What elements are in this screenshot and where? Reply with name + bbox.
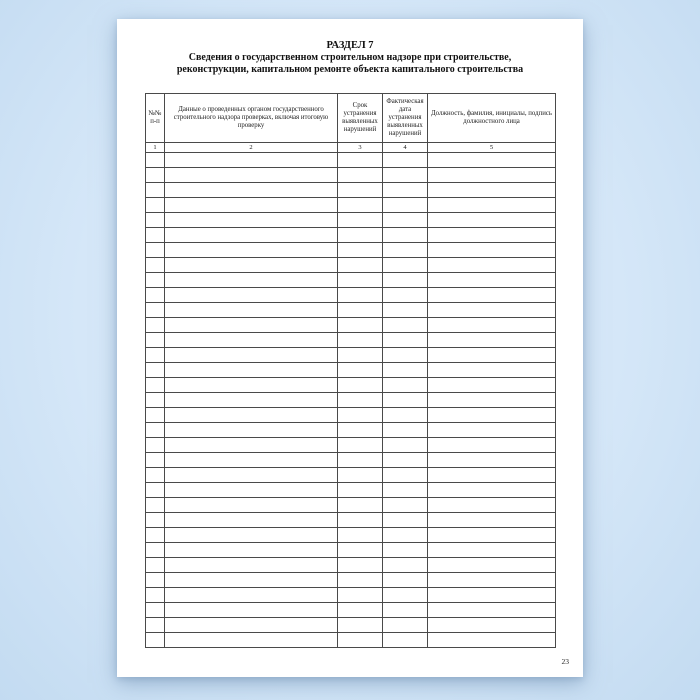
empty-cell: [383, 273, 428, 288]
empty-cell: [338, 168, 383, 183]
empty-cell: [338, 513, 383, 528]
empty-cell: [165, 603, 338, 618]
column-header-5: Должность, фамилия, инициалы, подпись должностного лица: [428, 94, 556, 143]
empty-cell: [146, 423, 165, 438]
empty-row: [146, 633, 556, 648]
empty-cell: [146, 258, 165, 273]
column-number-row: [146, 143, 556, 153]
empty-cell: [383, 153, 428, 168]
empty-cell: [338, 303, 383, 318]
empty-cell: [428, 453, 556, 468]
empty-cell: [165, 288, 338, 303]
empty-cell: [338, 153, 383, 168]
table-header: [146, 94, 556, 153]
empty-row: [146, 558, 556, 573]
empty-cell: [383, 588, 428, 603]
empty-cell: [165, 183, 338, 198]
empty-cell: [428, 468, 556, 483]
empty-cell: [383, 228, 428, 243]
empty-cell: [146, 333, 165, 348]
empty-cell: [383, 468, 428, 483]
empty-cell: [146, 483, 165, 498]
empty-cell: [146, 198, 165, 213]
empty-cell: [383, 243, 428, 258]
empty-cell: [146, 588, 165, 603]
empty-cell: [338, 273, 383, 288]
empty-row: [146, 588, 556, 603]
empty-cell: [146, 453, 165, 468]
empty-cell: [383, 363, 428, 378]
empty-row: [146, 453, 556, 468]
empty-cell: [383, 453, 428, 468]
empty-cell: [428, 273, 556, 288]
empty-cell: [165, 543, 338, 558]
empty-cell: [383, 168, 428, 183]
empty-cell: [428, 213, 556, 228]
empty-cell: [165, 513, 338, 528]
empty-cell: [146, 393, 165, 408]
column-number-5: 5: [428, 143, 556, 153]
empty-row: [146, 183, 556, 198]
empty-row: [146, 528, 556, 543]
empty-cell: [146, 468, 165, 483]
empty-row: [146, 318, 556, 333]
empty-cell: [383, 603, 428, 618]
empty-cell: [383, 258, 428, 273]
empty-cell: [146, 273, 165, 288]
empty-row: [146, 168, 556, 183]
empty-cell: [428, 408, 556, 423]
empty-cell: [165, 618, 338, 633]
empty-row: [146, 408, 556, 423]
empty-cell: [383, 423, 428, 438]
empty-cell: [428, 258, 556, 273]
empty-cell: [428, 153, 556, 168]
empty-cell: [428, 228, 556, 243]
empty-cell: [338, 258, 383, 273]
empty-cell: [428, 573, 556, 588]
empty-cell: [165, 483, 338, 498]
section-subtitle-line-1: Сведения о государственном строительном надзоре при строительстве,: [188, 52, 512, 63]
empty-row: [146, 333, 556, 348]
empty-cell: [428, 513, 556, 528]
empty-cell: [428, 183, 556, 198]
empty-cell: [428, 378, 556, 393]
empty-cell: [165, 303, 338, 318]
empty-cell: [165, 318, 338, 333]
empty-cell: [383, 333, 428, 348]
empty-cell: [428, 633, 556, 648]
empty-row: [146, 438, 556, 453]
empty-cell: [165, 633, 338, 648]
empty-cell: [383, 483, 428, 498]
empty-cell: [146, 288, 165, 303]
empty-row: [146, 498, 556, 513]
empty-cell: [338, 468, 383, 483]
empty-cell: [338, 438, 383, 453]
empty-cell: [146, 243, 165, 258]
empty-row: [146, 273, 556, 288]
empty-cell: [146, 543, 165, 558]
empty-cell: [165, 498, 338, 513]
empty-cell: [165, 333, 338, 348]
empty-cell: [165, 453, 338, 468]
empty-cell: [146, 573, 165, 588]
empty-cell: [165, 258, 338, 273]
empty-cell: [146, 603, 165, 618]
empty-row: [146, 618, 556, 633]
empty-cell: [428, 528, 556, 543]
empty-cell: [146, 363, 165, 378]
empty-cell: [338, 318, 383, 333]
empty-row: [146, 543, 556, 558]
empty-row: [146, 393, 556, 408]
empty-cell: [428, 498, 556, 513]
empty-cell: [146, 633, 165, 648]
empty-cell: [383, 438, 428, 453]
empty-cell: [165, 408, 338, 423]
empty-cell: [338, 408, 383, 423]
empty-cell: [146, 558, 165, 573]
column-header-2: Данные о проведенных органом государственного строительного надзора проверках, включая итоговую проверку: [165, 94, 338, 143]
empty-cell: [383, 198, 428, 213]
empty-cell: [146, 528, 165, 543]
empty-cell: [428, 588, 556, 603]
column-header-1: №№ п-п: [146, 94, 165, 143]
empty-cell: [338, 618, 383, 633]
empty-cell: [428, 438, 556, 453]
empty-cell: [146, 228, 165, 243]
empty-cell: [146, 408, 165, 423]
empty-cell: [146, 618, 165, 633]
empty-cell: [165, 588, 338, 603]
empty-row: [146, 288, 556, 303]
empty-cell: [383, 183, 428, 198]
empty-cell: [338, 633, 383, 648]
empty-row: [146, 363, 556, 378]
supervision-table: [145, 93, 556, 648]
column-number-3: 3: [338, 143, 383, 153]
page-number: 23: [561, 657, 569, 666]
column-header-4: Фактическая дата устранения выявленных нарушений: [383, 94, 428, 143]
empty-cell: [383, 408, 428, 423]
empty-cell: [383, 558, 428, 573]
header-row: [146, 94, 556, 143]
empty-cell: [165, 573, 338, 588]
empty-cell: [428, 198, 556, 213]
column-number-1: 1: [146, 143, 165, 153]
empty-cell: [383, 378, 428, 393]
empty-row: [146, 153, 556, 168]
empty-cell: [383, 543, 428, 558]
empty-cell: [428, 618, 556, 633]
section-title: РАЗДЕЛ 7: [326, 40, 374, 51]
empty-cell: [338, 243, 383, 258]
empty-cell: [165, 528, 338, 543]
empty-row: [146, 198, 556, 213]
empty-cell: [165, 438, 338, 453]
empty-row: [146, 483, 556, 498]
empty-cell: [428, 423, 556, 438]
empty-cell: [338, 393, 383, 408]
title-block: [117, 39, 583, 76]
empty-cell: [338, 198, 383, 213]
empty-row: [146, 258, 556, 273]
empty-cell: [428, 288, 556, 303]
empty-cell: [338, 453, 383, 468]
empty-cell: [338, 558, 383, 573]
empty-cell: [383, 348, 428, 363]
empty-cell: [165, 423, 338, 438]
empty-cell: [146, 183, 165, 198]
empty-cell: [338, 603, 383, 618]
empty-cell: [146, 318, 165, 333]
empty-cell: [165, 243, 338, 258]
empty-cell: [383, 618, 428, 633]
empty-cell: [338, 423, 383, 438]
empty-cell: [428, 318, 556, 333]
empty-cell: [165, 363, 338, 378]
empty-cell: [146, 303, 165, 318]
empty-cell: [428, 393, 556, 408]
empty-cell: [428, 243, 556, 258]
column-number-4: 4: [383, 143, 428, 153]
document-page: [117, 19, 583, 677]
empty-cell: [338, 183, 383, 198]
empty-cell: [383, 318, 428, 333]
empty-row: [146, 348, 556, 363]
empty-cell: [338, 378, 383, 393]
empty-row: [146, 303, 556, 318]
empty-cell: [146, 153, 165, 168]
empty-cell: [338, 498, 383, 513]
empty-cell: [165, 168, 338, 183]
empty-cell: [338, 573, 383, 588]
empty-cell: [383, 633, 428, 648]
empty-cell: [146, 438, 165, 453]
empty-cell: [383, 498, 428, 513]
empty-cell: [428, 558, 556, 573]
empty-cell: [165, 468, 338, 483]
empty-cell: [383, 303, 428, 318]
empty-cell: [428, 363, 556, 378]
empty-cell: [383, 513, 428, 528]
empty-row: [146, 468, 556, 483]
empty-cell: [383, 213, 428, 228]
empty-cell: [338, 588, 383, 603]
empty-cell: [165, 228, 338, 243]
empty-cell: [428, 303, 556, 318]
empty-cell: [165, 378, 338, 393]
section-subtitle-line-2: реконструкции, капитальном ремонте объекта капитального строительства: [176, 64, 524, 75]
empty-cell: [383, 528, 428, 543]
empty-cell: [338, 483, 383, 498]
empty-cell: [165, 348, 338, 363]
empty-cell: [338, 363, 383, 378]
empty-row: [146, 378, 556, 393]
empty-cell: [338, 228, 383, 243]
empty-row: [146, 228, 556, 243]
column-number-2: 2: [165, 143, 338, 153]
empty-cell: [165, 558, 338, 573]
empty-row: [146, 243, 556, 258]
empty-cell: [165, 273, 338, 288]
empty-cell: [146, 498, 165, 513]
empty-cell: [383, 573, 428, 588]
empty-cell: [165, 393, 338, 408]
empty-row: [146, 513, 556, 528]
table-body: [146, 153, 556, 648]
column-header-3: Срок устранения выявленных нарушений: [338, 94, 383, 143]
empty-cell: [338, 213, 383, 228]
empty-cell: [338, 348, 383, 363]
empty-cell: [338, 543, 383, 558]
empty-cell: [146, 378, 165, 393]
empty-cell: [146, 213, 165, 228]
empty-cell: [338, 528, 383, 543]
empty-cell: [428, 483, 556, 498]
empty-cell: [383, 288, 428, 303]
empty-cell: [428, 603, 556, 618]
empty-cell: [428, 168, 556, 183]
empty-row: [146, 603, 556, 618]
empty-cell: [338, 333, 383, 348]
empty-cell: [146, 513, 165, 528]
empty-cell: [146, 168, 165, 183]
empty-row: [146, 573, 556, 588]
empty-cell: [383, 393, 428, 408]
empty-row: [146, 213, 556, 228]
empty-row: [146, 423, 556, 438]
empty-cell: [338, 288, 383, 303]
empty-cell: [428, 543, 556, 558]
empty-cell: [146, 348, 165, 363]
empty-cell: [428, 333, 556, 348]
empty-cell: [165, 213, 338, 228]
empty-cell: [428, 348, 556, 363]
empty-cell: [165, 198, 338, 213]
empty-cell: [165, 153, 338, 168]
